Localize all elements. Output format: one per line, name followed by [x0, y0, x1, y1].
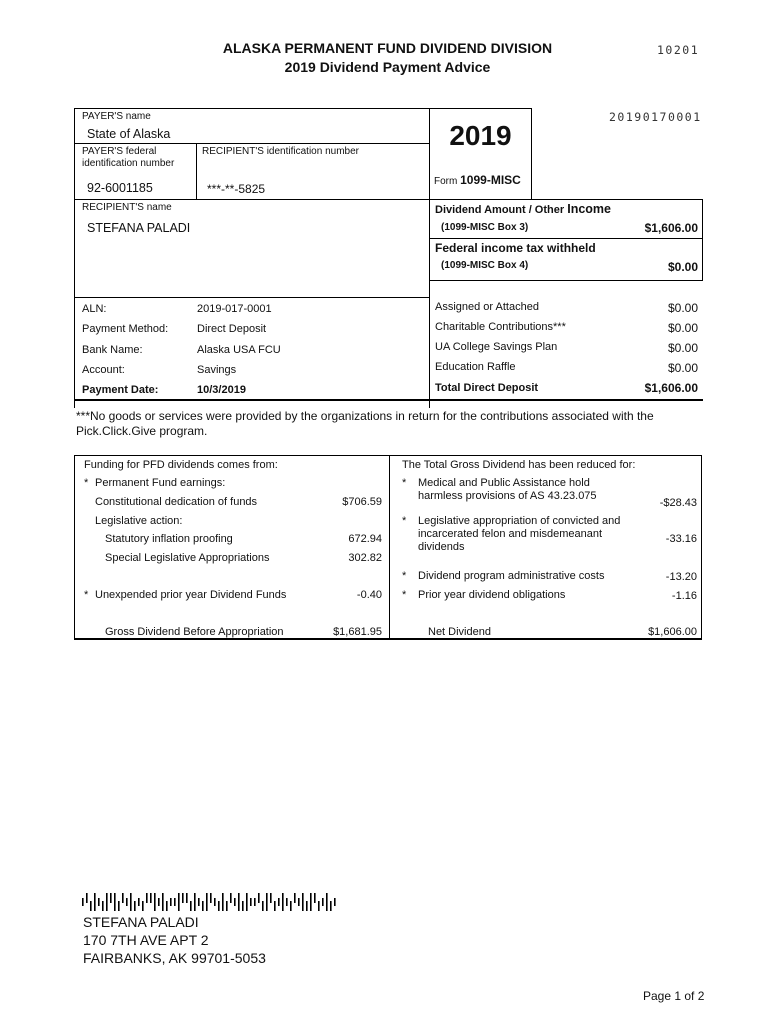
barcode-bar	[110, 893, 112, 903]
barcode-bar	[86, 893, 88, 903]
tax-year: 2019	[449, 120, 512, 151]
total-deposit-value: $1,606.00	[644, 381, 698, 395]
unexpended-value: -0.40	[356, 589, 382, 601]
recipient-id: ***-**-5825	[207, 182, 266, 196]
barcode-bar	[314, 893, 316, 903]
barcode-bar	[330, 901, 332, 911]
barcode-bar	[210, 893, 212, 903]
mailing-street: 170 7TH AVE APT 2	[83, 932, 209, 948]
barcode-bar	[230, 893, 232, 903]
form-name: 1099-MISC	[460, 173, 521, 187]
mailing-city: FAIRBANKS, AK 99701-5053	[83, 950, 266, 966]
raffle-value: $0.00	[667, 361, 698, 375]
barcode-bar	[90, 901, 92, 911]
admin-label: Dividend program administrative costs	[418, 570, 605, 582]
barcode-bar	[194, 893, 196, 911]
federal-tax-amount: $0.00	[667, 260, 698, 274]
funding-heading: Funding for PFD dividends comes from:	[84, 459, 278, 471]
barcode-bar	[102, 901, 104, 911]
page-number: Page 1 of 2	[643, 989, 705, 1003]
net-value: $1,606.00	[648, 626, 697, 638]
total-deposit-label: Total Direct Deposit	[435, 382, 539, 394]
payer-name-label: PAYER'S name	[82, 111, 151, 122]
constitutional-label: Constitutional dedication of funds	[95, 496, 258, 508]
barcode-bar	[238, 893, 240, 911]
recipient-id-label: RECIPIENT'S identification number	[202, 146, 359, 157]
dividend-amount-label	[435, 202, 611, 216]
special-value: 302.82	[348, 552, 382, 564]
barcode-bar	[118, 901, 120, 911]
charity-note-line1: ***No goods or services were provided by the organizations in return for the contributions associated with the	[76, 409, 654, 423]
barcode-bar	[142, 901, 144, 911]
barcode-bar	[250, 898, 252, 906]
barcode-bar	[266, 893, 268, 911]
raffle-label: Education Raffle	[435, 361, 516, 373]
barcode-bar	[134, 901, 136, 911]
document-subtitle: 2019 Dividend Payment Advice	[284, 59, 491, 75]
medical-line2: harmless provisions of AS 43.23.075	[418, 490, 597, 502]
barcode-bar	[318, 901, 320, 911]
dividend-box-ref: (1099-MISC Box 3)	[441, 222, 529, 233]
payer-federal-id: 92-6001185	[87, 181, 153, 195]
barcode-bar	[150, 893, 152, 903]
barcode-bar	[298, 898, 300, 906]
barcode-bar	[278, 898, 280, 906]
unexpended-label: Unexpended prior year Dividend Funds	[95, 589, 287, 601]
barcode-bar	[166, 901, 168, 911]
barcode-bar	[186, 893, 188, 903]
barcode-bar	[294, 893, 296, 903]
reduction-star-4: *	[402, 589, 407, 601]
barcode-bar	[274, 901, 276, 911]
account-code: 20190170001	[609, 110, 702, 124]
barcode-bar	[242, 901, 244, 911]
barcode-bar	[246, 893, 248, 911]
medical-line1: Medical and Public Assistance hold	[418, 477, 590, 489]
account-label: Account:	[82, 364, 125, 376]
reduction-star-2: *	[402, 515, 407, 527]
payment-date-label: Payment Date:	[82, 384, 159, 396]
barcode-bar	[154, 893, 156, 911]
dividend-amount: $1,606.00	[644, 221, 698, 235]
barcode-bar	[138, 898, 140, 906]
charitable-label: Charitable Contributions***	[435, 321, 566, 333]
net-label: Net Dividend	[428, 626, 491, 638]
barcode-bar	[98, 898, 100, 906]
reduction-star-3: *	[402, 570, 407, 582]
barcode-bar	[82, 898, 84, 906]
barcode-bar	[286, 898, 288, 906]
barcode-bar	[94, 893, 96, 911]
barcode-bar	[202, 901, 204, 911]
bank-name-label: Bank Name:	[82, 344, 143, 356]
postal-barcode	[82, 893, 342, 911]
barcode-bar	[198, 898, 200, 906]
constitutional-value: $706.59	[342, 496, 382, 508]
barcode-bar	[262, 901, 264, 911]
aln-label: ALN:	[82, 303, 107, 315]
barcode-bar	[114, 893, 116, 911]
felon-line2: incarcerated felon and misdemeanant	[418, 528, 603, 540]
document-code: 10201	[657, 43, 700, 57]
form-prefix: Form	[434, 176, 458, 187]
barcode-bar	[170, 898, 172, 906]
dividend-label-b: Income	[567, 202, 611, 216]
college-savings-label: UA College Savings Plan	[435, 341, 558, 353]
barcode-bar	[106, 893, 108, 911]
recipient-name-label: RECIPIENT'S name	[82, 202, 172, 213]
barcode-bar	[206, 893, 208, 911]
funding-star-1: *	[84, 477, 89, 489]
federal-tax-label: Federal income tax withheld	[435, 241, 596, 255]
assigned-label: Assigned or Attached	[435, 301, 539, 313]
aln-value: 2019-017-0001	[197, 303, 272, 315]
barcode-bar	[222, 893, 224, 911]
column-divider	[389, 456, 390, 638]
barcode-bar	[270, 893, 272, 903]
prior-value: -1.16	[671, 590, 697, 602]
payment-date-value: 10/3/2019	[197, 384, 246, 396]
payer-federal-id-label: PAYER'S federal	[82, 146, 157, 157]
barcode-bar	[290, 901, 292, 911]
special-label: Special Legislative Appropriations	[105, 552, 270, 564]
form-number	[434, 173, 521, 187]
barcode-bar	[234, 898, 236, 906]
payment-method-label: Payment Method:	[82, 323, 169, 335]
funding-star-2: *	[84, 589, 89, 601]
reductions-heading: The Total Gross Dividend has been reduced for:	[402, 459, 636, 471]
inflation-value: 672.94	[348, 533, 382, 545]
college-savings-value: $0.00	[667, 341, 698, 355]
mailing-name: STEFANA PALADI	[83, 914, 199, 930]
barcode-bar	[162, 893, 164, 911]
legislative-label: Legislative action:	[95, 515, 183, 527]
barcode-bar	[174, 898, 176, 906]
bank-name-value: Alaska USA FCU	[197, 344, 281, 356]
dividend-label-a: Dividend Amount / Other	[435, 204, 565, 216]
federal-tax-box-ref: (1099-MISC Box 4)	[441, 260, 529, 271]
barcode-bar	[158, 898, 160, 906]
barcode-bar	[322, 898, 324, 906]
assigned-value: $0.00	[667, 301, 698, 315]
barcode-bar	[310, 893, 312, 911]
barcode-bar	[334, 898, 336, 906]
barcode-bar	[218, 901, 220, 911]
prior-label: Prior year dividend obligations	[418, 589, 566, 601]
document-title: ALASKA PERMANENT FUND DIVIDEND DIVISION	[222, 40, 553, 56]
barcode-bar	[258, 893, 260, 903]
reduction-star-1: *	[402, 477, 407, 489]
barcode-bar	[226, 901, 228, 911]
barcode-bar	[214, 898, 216, 906]
account-value: Savings	[197, 364, 237, 376]
barcode-bar	[178, 893, 180, 911]
recipient-name: STEFANA PALADI	[87, 221, 191, 235]
felon-line1: Legislative appropriation of convicted and	[418, 515, 621, 527]
barcode-bar	[146, 893, 148, 903]
barcode-bar	[302, 893, 304, 911]
barcode-bar	[182, 893, 184, 903]
gross-label: Gross Dividend Before Appropriation	[105, 626, 284, 638]
admin-value: -13.20	[665, 571, 697, 583]
gross-value: $1,681.95	[333, 626, 382, 638]
charitable-value: $0.00	[667, 321, 698, 335]
earnings-label: Permanent Fund earnings:	[95, 477, 226, 489]
felon-value: -33.16	[665, 533, 697, 545]
payer-federal-id-label-2: identification number	[82, 158, 175, 169]
barcode-bar	[126, 898, 128, 906]
felon-line3: dividends	[418, 541, 465, 553]
charity-note-line2: Pick.Click.Give program.	[76, 424, 208, 438]
barcode-bar	[326, 893, 328, 911]
barcode-bar	[282, 893, 284, 911]
barcode-bar	[254, 898, 256, 906]
medical-value: -$28.43	[659, 497, 697, 509]
payer-name: State of Alaska	[87, 127, 171, 141]
barcode-bar	[122, 893, 124, 903]
payment-method-value: Direct Deposit	[197, 323, 267, 335]
inflation-label: Statutory inflation proofing	[105, 533, 233, 545]
barcode-bar	[190, 901, 192, 911]
barcode-bar	[306, 901, 308, 911]
barcode-bar	[130, 893, 132, 911]
